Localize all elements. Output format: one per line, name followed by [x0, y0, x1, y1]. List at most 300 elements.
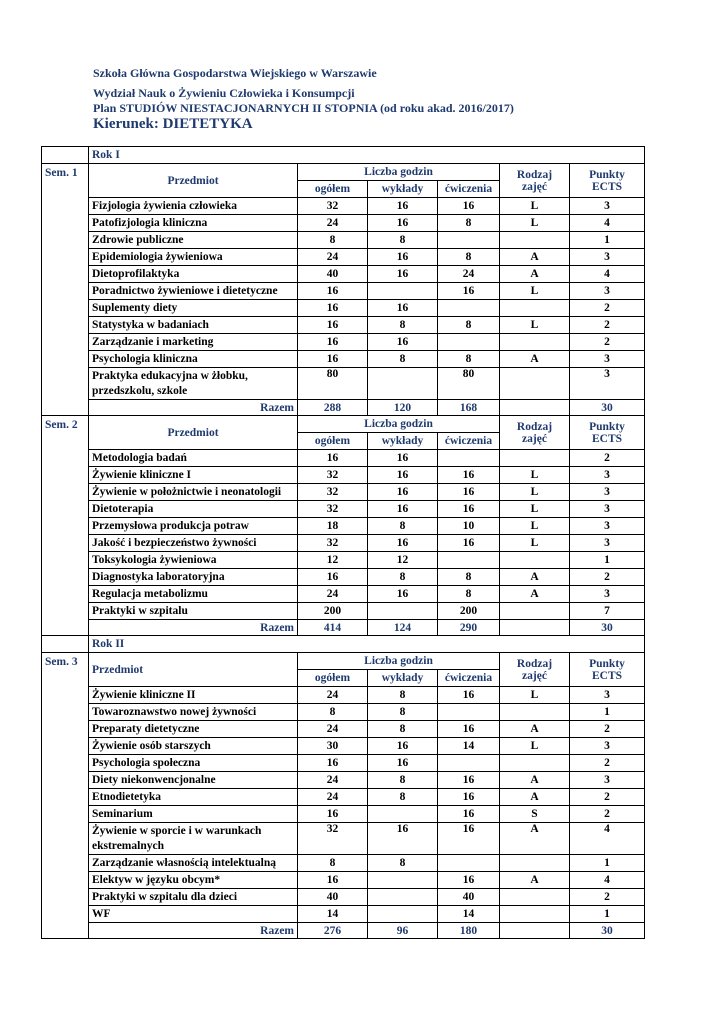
course-name: Dietoterapia [89, 501, 298, 518]
course-row [42, 687, 645, 704]
header-liczba-godzin: Liczba godzin [298, 653, 500, 670]
course-ogolem: 200 [298, 603, 368, 620]
course-ogolem: 40 [298, 266, 368, 283]
course-row [42, 317, 645, 334]
total-rodzaj [500, 620, 570, 636]
course-row [42, 906, 645, 923]
course-row [42, 334, 645, 351]
semester-header-row [42, 164, 645, 181]
course-wyklady [368, 872, 438, 889]
year-label: Rok I [89, 147, 645, 164]
header-rodzaj-line2: zajęć [522, 180, 547, 193]
course-cwiczenia [438, 300, 500, 317]
course-cwiczenia: 8 [438, 317, 500, 334]
course-row [42, 351, 645, 368]
course-wyklady: 8 [368, 317, 438, 334]
course-row [42, 569, 645, 586]
course-name: Praktyka edukacyjna w żłobku, przedszkolu, szkole [89, 368, 298, 400]
course-name: Suplementy diety [89, 300, 298, 317]
header-punkty-line1: Punkty [589, 420, 625, 433]
course-row [42, 300, 645, 317]
course-name: Elektyw w języku obcym* [89, 872, 298, 889]
course-ogolem: 32 [298, 535, 368, 552]
course-cwiczenia: 40 [438, 889, 500, 906]
course-rodzaj: L [500, 738, 570, 755]
total-cwiczenia: 290 [438, 620, 500, 636]
total-label: Razem [89, 923, 298, 939]
course-wyklady: 8 [368, 518, 438, 535]
course-row [42, 823, 645, 855]
course-ogolem: 16 [298, 806, 368, 823]
course-wyklady [368, 806, 438, 823]
course-rodzaj: A [500, 772, 570, 789]
course-rodzaj: L [500, 283, 570, 300]
course-name: Toksykologia żywieniowa [89, 552, 298, 569]
header-wyklady: wykłady [368, 181, 438, 198]
course-row [42, 266, 645, 283]
course-cwiczenia: 200 [438, 603, 500, 620]
course-cwiczenia: 16 [438, 823, 500, 855]
course-ogolem: 14 [298, 906, 368, 923]
course-row [42, 721, 645, 738]
course-ogolem: 32 [298, 501, 368, 518]
course-wyklady: 8 [368, 569, 438, 586]
course-ogolem: 18 [298, 518, 368, 535]
course-cwiczenia: 16 [438, 806, 500, 823]
field-of-study: Kierunek: DIETETYKA [93, 116, 253, 132]
course-name: Jakość i bezpieczeństwo żywności [89, 535, 298, 552]
course-name: Przemysłowa produkcja potraw [89, 518, 298, 535]
course-ects: 2 [570, 889, 645, 906]
course-name: Patofizjologia kliniczna [89, 215, 298, 232]
course-cwiczenia: 16 [438, 687, 500, 704]
study-plan-table [41, 146, 645, 939]
year-spacer [42, 147, 89, 164]
course-ogolem: 8 [298, 704, 368, 721]
course-name: Fizjologia żywienia człowieka [89, 198, 298, 215]
header-ogolem: ogółem [298, 433, 368, 450]
header-przedmiot: Przedmiot [89, 164, 298, 198]
course-ects: 1 [570, 855, 645, 872]
course-wyklady: 16 [368, 501, 438, 518]
course-wyklady [368, 906, 438, 923]
course-ects: 2 [570, 317, 645, 334]
course-wyklady: 16 [368, 535, 438, 552]
course-cwiczenia: 16 [438, 535, 500, 552]
course-wyklady: 16 [368, 249, 438, 266]
course-name: Towaroznawstwo nowej żywności [89, 704, 298, 721]
course-wyklady: 16 [368, 755, 438, 772]
course-ogolem: 24 [298, 215, 368, 232]
course-rodzaj: L [500, 518, 570, 535]
course-cwiczenia: 8 [438, 215, 500, 232]
course-name: Zarządzanie własnością intelektualną [89, 855, 298, 872]
course-rodzaj [500, 704, 570, 721]
course-rodzaj [500, 889, 570, 906]
course-rodzaj: L [500, 215, 570, 232]
year-row [42, 636, 645, 653]
total-label: Razem [89, 400, 298, 416]
plan-title: Plan STUDIÓW NIESTACJONARNYCH II STOPNIA (od roku akad. 2016/2017) [93, 101, 514, 115]
course-ogolem: 16 [298, 450, 368, 467]
course-cwiczenia: 16 [438, 789, 500, 806]
course-ects: 3 [570, 283, 645, 300]
header-rodzaj-line2: zajęć [522, 669, 547, 682]
course-wyklady: 16 [368, 467, 438, 484]
course-cwiczenia: 8 [438, 586, 500, 603]
course-cwiczenia [438, 704, 500, 721]
header-przedmiot: Przedmiot [89, 416, 298, 450]
course-name: Etnodietetyka [89, 789, 298, 806]
course-wyklady: 8 [368, 772, 438, 789]
course-row [42, 467, 645, 484]
course-ogolem: 24 [298, 772, 368, 789]
course-ogolem: 16 [298, 300, 368, 317]
course-wyklady: 16 [368, 334, 438, 351]
course-cwiczenia: 14 [438, 906, 500, 923]
total-ogolem: 276 [298, 923, 368, 939]
course-name: Statystyka w badaniach [89, 317, 298, 334]
course-wyklady [368, 603, 438, 620]
total-wyklady: 124 [368, 620, 438, 636]
course-row [42, 484, 645, 501]
course-rodzaj: L [500, 198, 570, 215]
course-name: Poradnictwo żywieniowe i dietetyczne [89, 283, 298, 300]
course-ects: 3 [570, 484, 645, 501]
year-spacer [42, 636, 89, 653]
course-name: Metodologia badań [89, 450, 298, 467]
header-rodzaj-zajec [500, 416, 570, 450]
course-ects: 1 [570, 552, 645, 569]
total-rodzaj [500, 923, 570, 939]
course-name: Preparaty dietetyczne [89, 721, 298, 738]
course-ects: 4 [570, 266, 645, 283]
course-ogolem: 24 [298, 586, 368, 603]
course-name: Zarządzanie i marketing [89, 334, 298, 351]
course-cwiczenia [438, 855, 500, 872]
course-name: WF [89, 906, 298, 923]
header-przedmiot: Przedmiot [89, 653, 298, 687]
course-name: Żywienie kliniczne I [89, 467, 298, 484]
course-ects: 4 [570, 823, 645, 855]
university-name: Szkoła Główna Gospodarstwa Wiejskiego w Warszawie [93, 66, 377, 80]
semester-total-row [42, 923, 645, 939]
course-ogolem: 8 [298, 855, 368, 872]
course-row [42, 704, 645, 721]
course-ects: 3 [570, 738, 645, 755]
course-ogolem: 16 [298, 317, 368, 334]
course-ogolem: 24 [298, 721, 368, 738]
year-label: Rok II [89, 636, 645, 653]
header-punkty-line2: ECTS [591, 432, 623, 445]
course-wyklady: 16 [368, 823, 438, 855]
total-ects: 30 [570, 400, 645, 416]
course-wyklady: 16 [368, 586, 438, 603]
header-punkty-line2: ECTS [591, 669, 623, 682]
course-row [42, 586, 645, 603]
course-row [42, 789, 645, 806]
course-cwiczenia: 16 [438, 283, 500, 300]
course-ogolem: 32 [298, 823, 368, 855]
course-rodzaj [500, 855, 570, 872]
course-row [42, 518, 645, 535]
course-wyklady: 16 [368, 738, 438, 755]
course-ects: 2 [570, 789, 645, 806]
course-cwiczenia: 16 [438, 721, 500, 738]
course-row [42, 368, 645, 400]
course-name: Żywienie kliniczne II [89, 687, 298, 704]
course-ects: 1 [570, 704, 645, 721]
course-ects: 3 [570, 198, 645, 215]
course-name: Regulacja metabolizmu [89, 586, 298, 603]
course-rodzaj [500, 300, 570, 317]
semester-label: Sem. 3 [42, 653, 89, 939]
course-name: Psychologia kliniczna [89, 351, 298, 368]
course-cwiczenia [438, 755, 500, 772]
course-ogolem: 16 [298, 351, 368, 368]
course-wyklady: 16 [368, 300, 438, 317]
course-ogolem: 16 [298, 334, 368, 351]
course-ects: 3 [570, 518, 645, 535]
course-ects: 4 [570, 215, 645, 232]
course-name: Zdrowie publiczne [89, 232, 298, 249]
course-rodzaj: A [500, 789, 570, 806]
header-ogolem: ogółem [298, 181, 368, 198]
course-ogolem: 16 [298, 872, 368, 889]
course-rodzaj: A [500, 721, 570, 738]
course-rodzaj: A [500, 823, 570, 855]
course-ogolem: 24 [298, 249, 368, 266]
course-ogolem: 12 [298, 552, 368, 569]
course-wyklady: 16 [368, 450, 438, 467]
total-rodzaj [500, 400, 570, 416]
course-row [42, 806, 645, 823]
course-rodzaj: A [500, 872, 570, 889]
course-wyklady: 8 [368, 232, 438, 249]
course-cwiczenia: 16 [438, 198, 500, 215]
header-rodzaj-zajec [500, 653, 570, 687]
course-ogolem: 40 [298, 889, 368, 906]
header-wyklady: wykłady [368, 433, 438, 450]
course-cwiczenia: 16 [438, 484, 500, 501]
course-name: Praktyki w szpitalu [89, 603, 298, 620]
course-wyklady: 8 [368, 855, 438, 872]
header-liczba-godzin: Liczba godzin [298, 164, 500, 181]
course-wyklady: 8 [368, 704, 438, 721]
course-cwiczenia: 24 [438, 266, 500, 283]
course-row [42, 755, 645, 772]
semester-total-row [42, 400, 645, 416]
course-rodzaj [500, 552, 570, 569]
course-wyklady [368, 283, 438, 300]
course-cwiczenia: 80 [438, 368, 500, 400]
course-rodzaj: A [500, 586, 570, 603]
total-wyklady: 96 [368, 923, 438, 939]
year-row [42, 147, 645, 164]
course-ogolem: 16 [298, 283, 368, 300]
course-wyklady: 12 [368, 552, 438, 569]
faculty-name: Wydział Nauk o Żywieniu Człowieka i Konsumpcji [93, 86, 355, 100]
course-rodzaj: L [500, 501, 570, 518]
course-cwiczenia: 8 [438, 351, 500, 368]
course-row [42, 603, 645, 620]
course-name: Psychologia społeczna [89, 755, 298, 772]
course-cwiczenia [438, 552, 500, 569]
header-ogolem: ogółem [298, 670, 368, 687]
course-row [42, 215, 645, 232]
header-cwiczenia: ćwiczenia [438, 181, 500, 198]
course-ects: 1 [570, 232, 645, 249]
header-rodzaj-line1: Rodzaj [516, 168, 553, 181]
course-name: Dietoprofilaktyka [89, 266, 298, 283]
total-label: Razem [89, 620, 298, 636]
course-row [42, 450, 645, 467]
semester-label: Sem. 2 [42, 416, 89, 636]
course-rodzaj: L [500, 484, 570, 501]
course-name: Żywienie osób starszych [89, 738, 298, 755]
course-cwiczenia: 16 [438, 501, 500, 518]
course-name: Diety niekonwencjonalne [89, 772, 298, 789]
course-ects: 3 [570, 772, 645, 789]
semester-header-row [42, 653, 645, 670]
course-ogolem: 32 [298, 467, 368, 484]
course-ects: 2 [570, 806, 645, 823]
course-ects: 3 [570, 687, 645, 704]
header-cwiczenia: ćwiczenia [438, 433, 500, 450]
course-ects: 2 [570, 755, 645, 772]
header-rodzaj-zajec [500, 164, 570, 198]
course-row [42, 501, 645, 518]
semester-total-row [42, 620, 645, 636]
course-wyklady: 8 [368, 351, 438, 368]
course-name: Diagnostyka laboratoryjna [89, 569, 298, 586]
course-ects: 3 [570, 535, 645, 552]
course-rodzaj: L [500, 535, 570, 552]
course-ects: 2 [570, 334, 645, 351]
course-ects: 3 [570, 467, 645, 484]
course-ects: 3 [570, 351, 645, 368]
course-ects: 1 [570, 906, 645, 923]
course-rodzaj: A [500, 249, 570, 266]
course-ects: 7 [570, 603, 645, 620]
course-cwiczenia [438, 334, 500, 351]
course-rodzaj: L [500, 687, 570, 704]
course-name: Żywienie w sporcie i w warunkach ekstremalnych [89, 823, 298, 855]
header-rodzaj-line1: Rodzaj [516, 657, 553, 670]
course-cwiczenia: 16 [438, 772, 500, 789]
course-rodzaj [500, 232, 570, 249]
course-cwiczenia: 14 [438, 738, 500, 755]
course-ogolem: 16 [298, 755, 368, 772]
header-liczba-godzin: Liczba godzin [298, 416, 500, 433]
course-wyklady: 16 [368, 215, 438, 232]
course-wyklady: 8 [368, 687, 438, 704]
course-wyklady [368, 889, 438, 906]
course-wyklady [368, 368, 438, 400]
course-wyklady: 8 [368, 789, 438, 806]
total-ogolem: 288 [298, 400, 368, 416]
total-cwiczenia: 180 [438, 923, 500, 939]
course-cwiczenia: 16 [438, 872, 500, 889]
course-ogolem: 30 [298, 738, 368, 755]
semester-header-row [42, 416, 645, 433]
course-ects: 3 [570, 368, 645, 400]
course-rodzaj [500, 334, 570, 351]
course-ogolem: 80 [298, 368, 368, 400]
course-row [42, 855, 645, 872]
course-cwiczenia: 8 [438, 569, 500, 586]
course-row [42, 552, 645, 569]
course-ogolem: 32 [298, 484, 368, 501]
course-name: Epidemiologia żywieniowa [89, 249, 298, 266]
header-punkty-ects [570, 653, 645, 687]
header-cwiczenia: ćwiczenia [438, 670, 500, 687]
course-cwiczenia [438, 450, 500, 467]
course-ogolem: 16 [298, 569, 368, 586]
course-ects: 2 [570, 300, 645, 317]
course-ects: 2 [570, 569, 645, 586]
course-wyklady: 16 [368, 266, 438, 283]
course-ogolem: 24 [298, 687, 368, 704]
course-rodzaj: A [500, 351, 570, 368]
total-ects: 30 [570, 923, 645, 939]
course-row [42, 283, 645, 300]
course-row [42, 772, 645, 789]
course-row [42, 872, 645, 889]
header-punkty-ects [570, 164, 645, 198]
course-name: Żywienie w położnictwie i neonatologii [89, 484, 298, 501]
course-name: Praktyki w szpitalu dla dzieci [89, 889, 298, 906]
total-ects: 30 [570, 620, 645, 636]
course-row [42, 232, 645, 249]
course-rodzaj: A [500, 266, 570, 283]
course-cwiczenia [438, 232, 500, 249]
course-cwiczenia: 8 [438, 249, 500, 266]
course-wyklady: 16 [368, 484, 438, 501]
course-rodzaj: L [500, 317, 570, 334]
total-wyklady: 120 [368, 400, 438, 416]
course-rodzaj [500, 368, 570, 400]
course-rodzaj [500, 755, 570, 772]
course-row [42, 535, 645, 552]
course-rodzaj [500, 603, 570, 620]
course-ects: 3 [570, 586, 645, 603]
course-wyklady: 8 [368, 721, 438, 738]
course-ects: 3 [570, 501, 645, 518]
course-wyklady: 16 [368, 198, 438, 215]
course-rodzaj: A [500, 569, 570, 586]
course-rodzaj: L [500, 467, 570, 484]
course-ects: 2 [570, 721, 645, 738]
course-row [42, 198, 645, 215]
course-cwiczenia: 16 [438, 467, 500, 484]
course-cwiczenia: 10 [438, 518, 500, 535]
course-row [42, 889, 645, 906]
course-rodzaj [500, 906, 570, 923]
semester-label: Sem. 1 [42, 164, 89, 416]
header-punkty-line1: Punkty [589, 168, 625, 181]
course-ects: 4 [570, 872, 645, 889]
course-rodzaj [500, 450, 570, 467]
course-ects: 3 [570, 249, 645, 266]
total-ogolem: 414 [298, 620, 368, 636]
header-punkty-line1: Punkty [589, 657, 625, 670]
total-cwiczenia: 168 [438, 400, 500, 416]
course-ects: 2 [570, 450, 645, 467]
header-punkty-line2: ECTS [591, 180, 623, 193]
header-rodzaj-line2: zajęć [522, 432, 547, 445]
course-row [42, 249, 645, 266]
